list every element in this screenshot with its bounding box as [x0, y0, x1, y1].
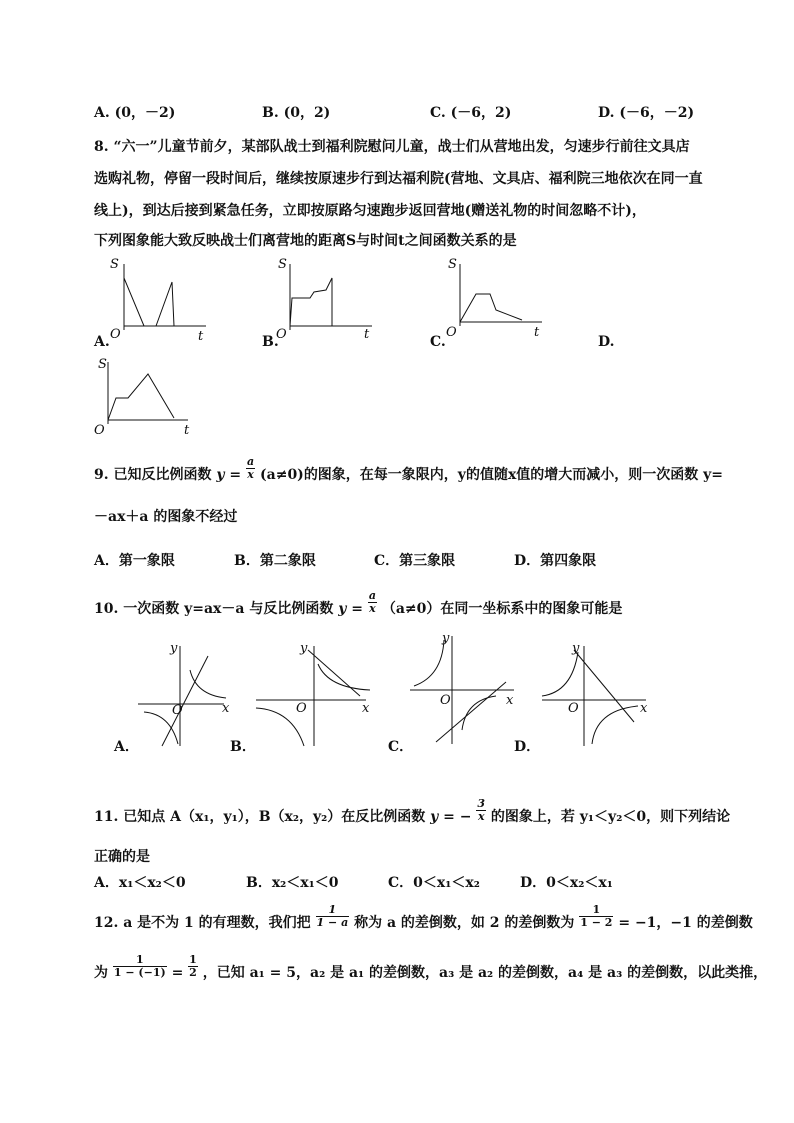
q12-f1-num: 1: [316, 904, 350, 917]
q8-option-c: C.: [430, 334, 446, 350]
q11-line-1a: 11. 已知点 A（x₁，y₁），B（x₂，y₂）在反比例函数: [94, 809, 426, 825]
q10-a-axis-x: x: [222, 701, 230, 716]
q12-f1-den: 1 − a: [316, 915, 349, 929]
q12-line-1a: 12. a 是不为 1 的有理数，我们把: [94, 915, 311, 931]
q8-c-axis-t: t: [534, 325, 540, 340]
q11-fraction: [476, 798, 486, 823]
q10-a-origin: O: [172, 703, 183, 718]
q10-option-d: D．: [514, 739, 541, 755]
q8-graph-a: [108, 257, 218, 344]
q8-b-axis-t: t: [364, 327, 370, 342]
q11-line-2: 正确的是: [94, 849, 150, 865]
q9-line-2: －ax＋a 的图象不经过: [94, 509, 238, 525]
q10-c-origin: O: [440, 693, 451, 708]
q10-d-axis-x: x: [640, 701, 648, 716]
q12-f4-den: 2: [189, 965, 197, 979]
q12-f2-den: 1 − 2: [580, 915, 613, 929]
q10-graph-b: [252, 640, 376, 750]
q10-graph-a: [130, 640, 240, 750]
q10-graph-d: [538, 640, 654, 750]
q11-option-b: B．x₂＜x₁＜0: [246, 875, 339, 891]
q11-frac-den: x: [477, 809, 485, 823]
q12-f4-num: 1: [189, 952, 197, 966]
q11-option-d: D．0＜x₂＜x₁: [520, 875, 613, 891]
q10-line-b: （a≠0）在同一坐标系中的图象可能是: [381, 601, 623, 617]
q8-line-1: 8. “六一”儿童节前夕，某部队战士到福利院慰问儿童，战士们从营地出发，匀速步行前往文具店: [94, 139, 690, 155]
q10-d-axis-y: y: [572, 641, 580, 656]
q10-b-axis-x: x: [362, 701, 370, 716]
q9-line-1a: 9. 已知反比例函数: [94, 467, 212, 483]
q7-option-c: C. (－6，2): [430, 105, 512, 121]
q10-b-axis-y: y: [300, 641, 308, 656]
q8-b-origin: O: [276, 327, 287, 342]
q12-line-1c: = −1，−1 的差倒数: [618, 915, 753, 931]
q7-option-b: B. (0，2): [262, 105, 331, 121]
q10-frac-den: x: [369, 601, 376, 615]
q8-line-3: 线上)，到达后接到紧急任务，立即按原路匀速跑步返回营地(赠送礼物的时间忽略不计)，: [94, 203, 646, 219]
q9-option-b: B．第二象限: [234, 553, 316, 569]
q12-line-2a: 为: [94, 965, 108, 981]
q8-a-origin: O: [110, 327, 121, 342]
q9-option-d: D．第四象限: [514, 553, 597, 569]
q9-cond: (a≠0): [260, 467, 304, 483]
q12-f3-num: 1: [113, 954, 167, 967]
q10-c-axis-x: x: [506, 693, 514, 708]
q11-func: y = −: [430, 809, 472, 825]
q8-line-4: 下列图象能大致反映战士们离营地的距离S与时间t之间函数关系的是: [94, 233, 517, 249]
q10-c-axis-y: y: [442, 631, 450, 646]
q8-d-origin: O: [94, 423, 105, 438]
q10-fraction: [368, 590, 377, 615]
q8-a-axis-t: t: [198, 329, 204, 344]
q8-graph-b: [276, 257, 386, 342]
q8-line-2: 选购礼物，停留一段时间后，继续按原速步行到达福利院(营地、文具店、福利院三地依次在同一直: [94, 171, 703, 187]
q9-line-1b: 的图象，在每一象限内，y的值随x值的增大而减小，则一次函数 y=: [303, 467, 724, 483]
q10-option-a: A．: [114, 739, 139, 755]
q10-option-c: C．: [388, 739, 414, 755]
q10-frac-num: a: [368, 588, 376, 602]
q8-option-a: A.: [94, 334, 110, 350]
q12-f3-den: 1 − (−1): [113, 965, 166, 979]
q8-a-axis-s: S: [110, 257, 119, 272]
q8-c-origin: O: [446, 325, 457, 340]
q8-option-b: B.: [262, 334, 279, 350]
q8-option-d: D.: [598, 334, 615, 350]
q11-frac-num: 3: [477, 796, 486, 810]
q9-frac-den: x: [247, 467, 254, 481]
q12-fraction-2: [579, 904, 613, 929]
q10-graph-c: [406, 632, 522, 748]
q12-line-1b: 称为 a 的差倒数，如 2 的差倒数为: [354, 915, 575, 931]
q8-graph-d: [94, 356, 204, 436]
q7-option-d: D. (－6，－2): [598, 105, 695, 121]
q10-b-origin: O: [296, 701, 307, 716]
q12-fraction-4: [188, 954, 198, 979]
q11-option-c: C．0＜x₁＜x₂: [388, 875, 480, 891]
q9-frac-num: a: [247, 454, 255, 468]
q12-fraction-3: [113, 954, 167, 979]
q9-option-c: C．第三象限: [374, 553, 456, 569]
q10-func: y =: [338, 601, 363, 617]
q8-c-axis-s: S: [448, 257, 457, 272]
q11-option-a: A．x₁＜x₂＜0: [94, 875, 186, 891]
q10-option-b: B．: [230, 739, 256, 755]
q8-d-axis-t: t: [184, 423, 190, 438]
q8-b-axis-s: S: [278, 257, 287, 272]
q11-line-1b: 的图象上，若 y₁＜y₂＜0，则下列结论: [490, 809, 731, 825]
q12-line-2b: ，已知 a₁ = 5，a₂ 是 a₁ 的差倒数，a₃ 是 a₂ 的差倒数，a₄ 是 a₃ 的差倒数，以此类推，: [202, 965, 768, 981]
q9-option-a: A．第一象限: [94, 553, 175, 569]
q12-f2-num: 1: [579, 904, 613, 917]
q8-graph-c: [446, 258, 556, 338]
q10-d-origin: O: [568, 701, 579, 716]
q9-func: y =: [216, 467, 242, 483]
q10-line-a: 10. 一次函数 y=ax－a 与反比例函数: [94, 601, 334, 617]
q8-d-axis-s: S: [98, 357, 107, 372]
q10-a-axis-y: y: [170, 641, 178, 656]
q12-line-2eq: =: [171, 965, 184, 981]
q12-fraction-1: [316, 904, 350, 929]
q7-option-a: A. (0，－2): [94, 105, 176, 121]
q9-fraction: [246, 456, 255, 481]
